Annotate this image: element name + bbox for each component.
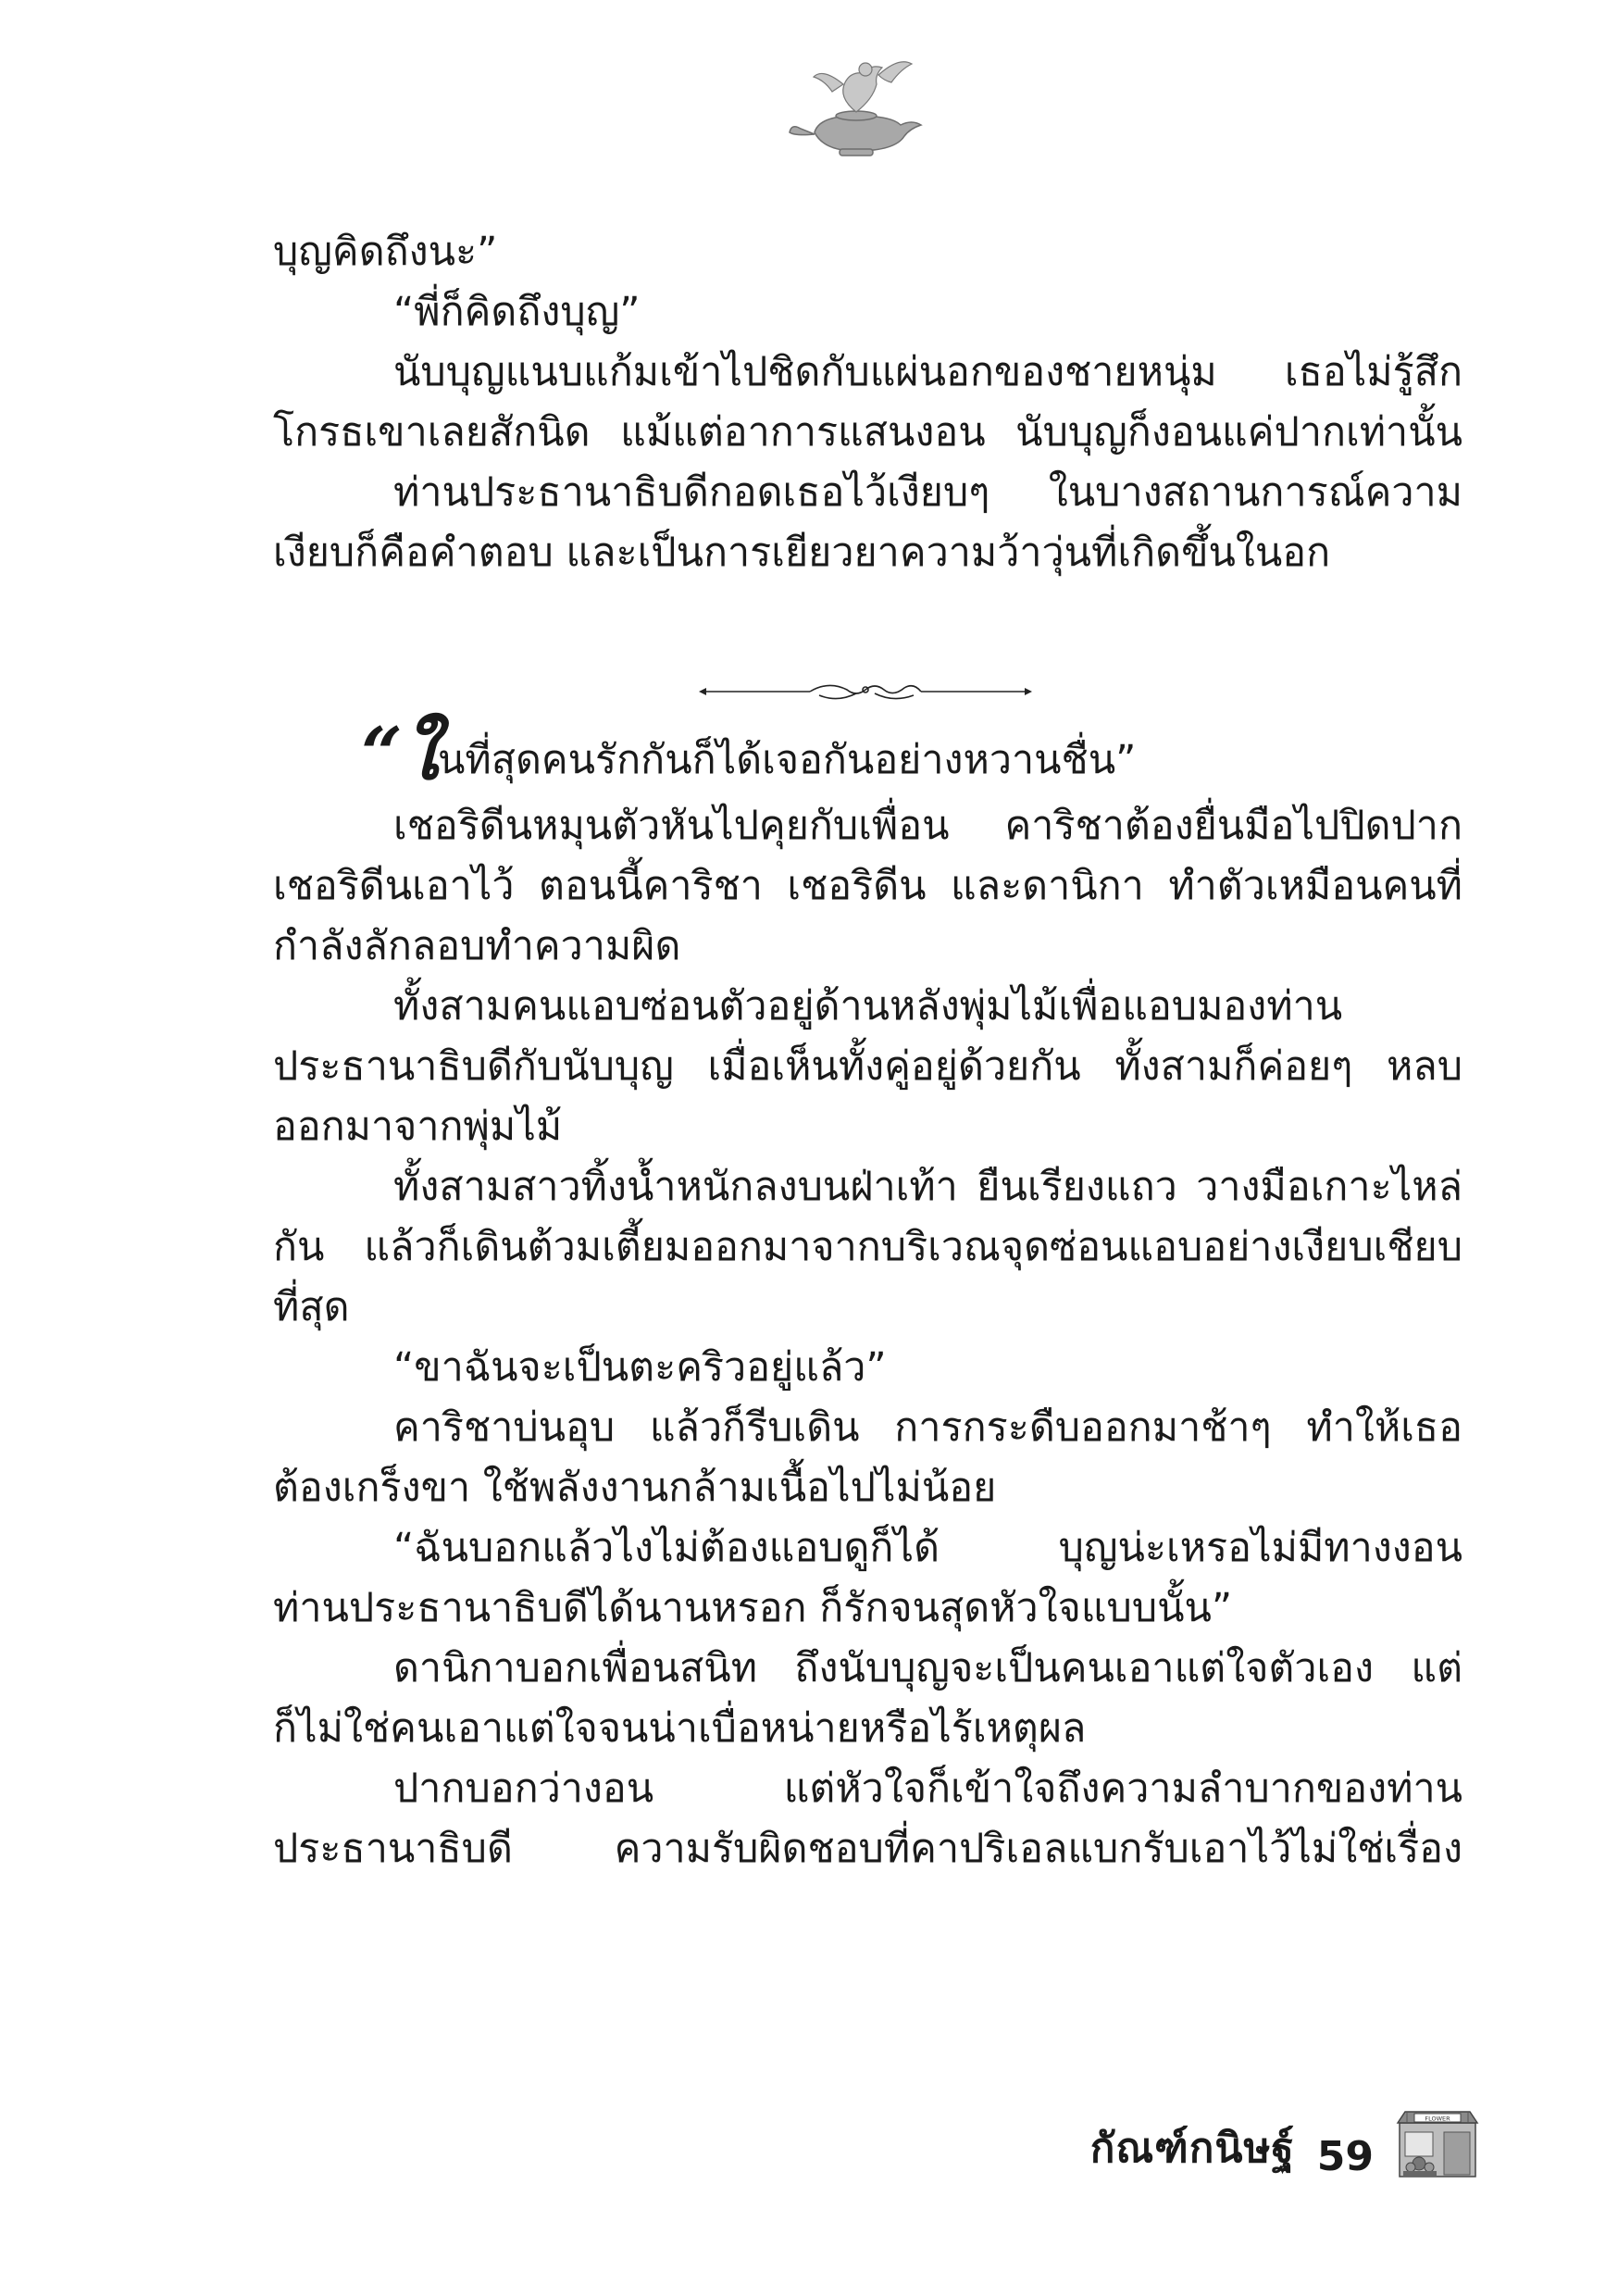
dialogue-line: “ขาฉันจะเป็นตะคริวอยู่แล้ว” [393, 1344, 887, 1391]
paragraph-line: บุญคิดถึงนะ” [273, 229, 498, 275]
paragraph-line: ต้องเกร็งขา ใช้พลังงานกล้ามเนื้อไปไม่น้อย [273, 1465, 997, 1511]
paragraph-line: ปากบอกว่างอน แต่หัวใจก็เข้าใจถึงความลำบากของท่าน [393, 1766, 1462, 1812]
paragraph-line: ที่สุด [273, 1284, 350, 1330]
text-block-top [273, 222, 1462, 583]
paragraph-line: ดานิกาบอกเพื่อนสนิท ถึงนับบุญจะเป็นคนเอาแต่ใจตัวเอง แต่ [393, 1645, 1462, 1691]
opening-text: นที่สุดคนรักกันก็ได้เจอกันอย่างหวานชื่น” [437, 737, 1137, 783]
paragraph-line: ประธานาธิบดีกับนับบุญ เมื่อเห็นทั้งคู่อยู่ด้วยกัน ทั้งสามก็ค่อยๆ หลบ [273, 1043, 1462, 1090]
flourish-divider-icon [699, 679, 1032, 705]
author-name: กัณฑ์กนิษฐ์ [1089, 2125, 1295, 2172]
section-opening-line [361, 712, 1137, 797]
paragraph-line: ประธานาธิบดี ความรับผิดชอบที่คาปริเอลแบกรับเอาไว้ไม่ใช่เรื่อง [273, 1826, 1462, 1872]
paragraph-line: โกรธเขาเลยสักนิด แม้แต่อาการแสนงอน นับบุญก็งอนแค่ปากเท่านั้น [273, 409, 1462, 455]
paragraph-line: ทั้งสามสาวทิ้งน้ำหนักลงบนฝ่าเท้า ยืนเรียงแถว วางมือเกาะไหล่ [393, 1164, 1462, 1210]
dialogue-line: ท่านประธานาธิบดีได้นานหรอก ก็รักจนสุดหัวใจแบบนั้น” [273, 1585, 1233, 1631]
dialogue-line: “ฉันบอกแล้วไงไม่ต้องแอบดูก็ได้ บุญน่ะเหรอไม่มีทางงอน [393, 1525, 1462, 1571]
drop-cap: “ใ [361, 712, 438, 796]
paragraph-line: ทั้งสามคนแอบซ่อนตัวอยู่ด้านหลังพุ่มไม้เพื่อแอบมองท่าน [393, 983, 1343, 1029]
genie-lamp-icon [782, 51, 930, 162]
paragraph-line: นับบุญแนบแก้มเข้าไปชิดกับแผ่นอกของชายหนุ่ม เธอไม่รู้สึก [393, 349, 1462, 395]
paragraph-line: คาริชาบ่นอุบ แล้วก็รีบเดิน การกระดืบออกมาช้าๆ ทำให้เธอ [393, 1404, 1462, 1451]
paragraph-line: เชอริดีนหมุนตัวหันไปคุยกับเพื่อน คาริชาต้องยื่นมือไปปิดปาก [393, 803, 1462, 849]
svg-text:FLOWER: FLOWER [1425, 2115, 1450, 2123]
text-block-main [273, 796, 1462, 1879]
paragraph-line: กำลังลักลอบทำความผิด [273, 923, 681, 969]
paragraph-line: ท่านประธานาธิบดีกอดเธอไว้เงียบๆ ในบางสถานการณ์ความ [393, 469, 1462, 516]
paragraph-line: เงียบก็คือคำตอบ และเป็นการเยียวยาความว้าวุ่นที่เกิดขึ้นในอก [273, 530, 1331, 576]
page-footer [1090, 2106, 1479, 2180]
dialogue-line: “พี่ก็คิดถึงบุญ” [393, 289, 641, 335]
paragraph-line: ออกมาจากพุ่มไม้ [273, 1104, 563, 1150]
paragraph-line: เชอริดีนเอาไว้ ตอนนี้คาริชา เชอริดีน และดานิกา ทำตัวเหมือนคนที่ [273, 863, 1462, 909]
page-number: 59 [1316, 2133, 1374, 2180]
paragraph-line: กัน แล้วก็เดินต้วมเตี้ยมออกมาจากบริเวณจุดซ่อนแอบอย่างเงียบเชียบ [273, 1224, 1462, 1270]
paragraph-line: ก็ไม่ใช่คนเอาแต่ใจจนน่าเบื่อหน่ายหรือไร้เหตุผล [273, 1705, 1087, 1752]
flower-shop-logo-icon [1396, 2106, 1479, 2180]
